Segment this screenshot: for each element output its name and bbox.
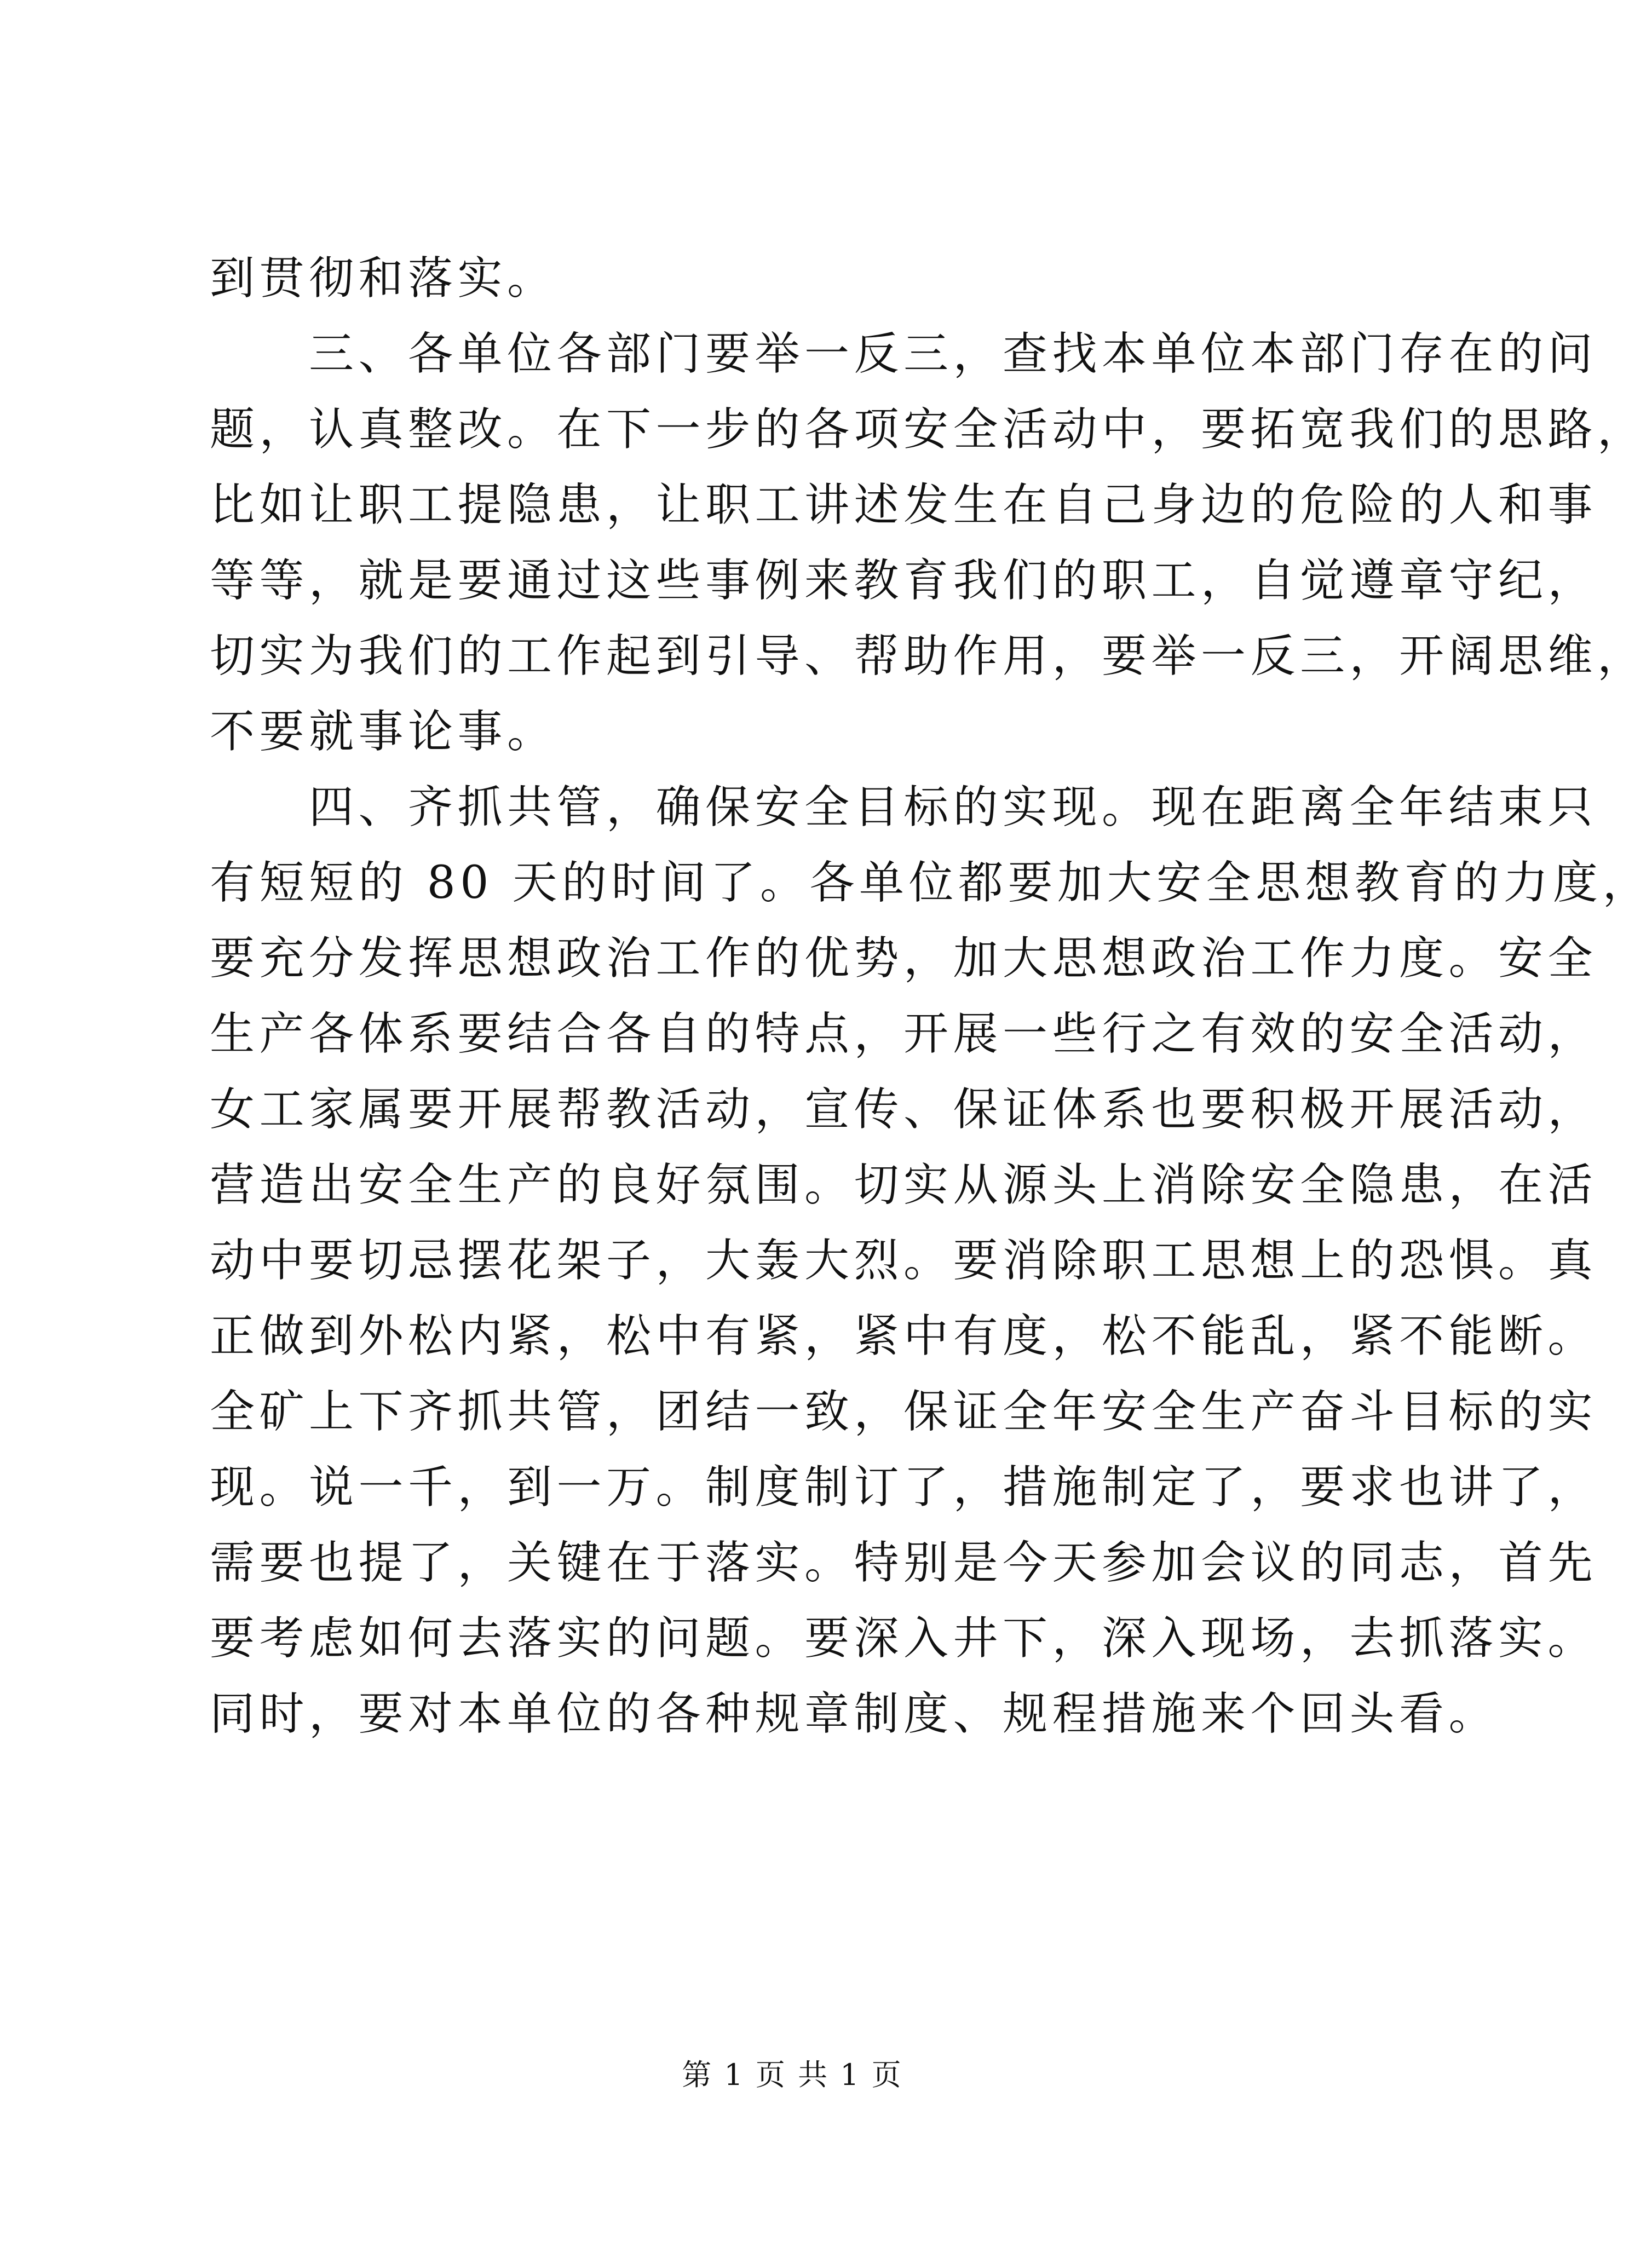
text-line: 现。说一千，到一万。制度制订了，措施制定了，要求也讲了， [210, 1461, 1598, 1513]
text-line: 切实为我们的工作起到引导、帮助作用，要举一反三，开阔思维， [210, 630, 1647, 682]
text-line: 要充分发挥思想政治工作的优势，加大思想政治工作力度。安全 [210, 932, 1598, 984]
text-line: 同时，要对本单位的各种规章制度、规程措施来个回头看。 [210, 1688, 1499, 1740]
page-number-label: 第 1 页 共 1 页 [682, 2058, 903, 2092]
text-line: 到贯彻和落实。 [210, 252, 557, 304]
text-line: 三、各单位各部门要举一反三，查找本单位本部门存在的问 [210, 328, 1598, 380]
text-line: 正做到外松内紧，松中有紧，紧中有度，松不能乱，紧不能断。 [210, 1310, 1598, 1362]
text-line: 需要也提了，关键在于落实。特别是今天参加会议的同志，首先 [210, 1537, 1598, 1589]
text-line: 动中要切忌摆花架子，大轰大烈。要消除职工思想上的恐惧。真 [210, 1235, 1598, 1287]
page-footer [0, 2056, 1585, 2094]
text-line: 比如让职工提隐患，让职工讲述发生在自己身边的危险的人和事 [210, 479, 1598, 531]
text-line: 生产各体系要结合各自的特点，开展一些行之有效的安全活动， [210, 1008, 1598, 1060]
text-line: 等等，就是要通过这些事例来教育我们的职工，自觉遵章守纪， [210, 555, 1598, 607]
text-line: 题，认真整改。在下一步的各项安全活动中，要拓宽我们的思路， [210, 404, 1647, 456]
text-line: 女工家属要开展帮教活动，宣传、保证体系也要积极开展活动， [210, 1084, 1598, 1136]
text-line: 要考虑如何去落实的问题。要深入井下，深入现场，去抓落实。 [210, 1612, 1598, 1664]
text-line: 四、齐抓共管，确保安全目标的实现。现在距离全年结束只 [210, 781, 1598, 833]
text-line: 有短短的 80 天的时间了。各单位都要加大安全思想教育的力度， [210, 857, 1652, 909]
text-line: 营造出安全生产的良好氛围。切实从源头上消除安全隐患，在活 [210, 1159, 1598, 1211]
text-line: 全矿上下齐抓共管，团结一致，保证全年安全生产奋斗目标的实 [210, 1386, 1598, 1438]
text-line: 不要就事论事。 [210, 706, 557, 758]
document-body [210, 241, 1652, 1752]
